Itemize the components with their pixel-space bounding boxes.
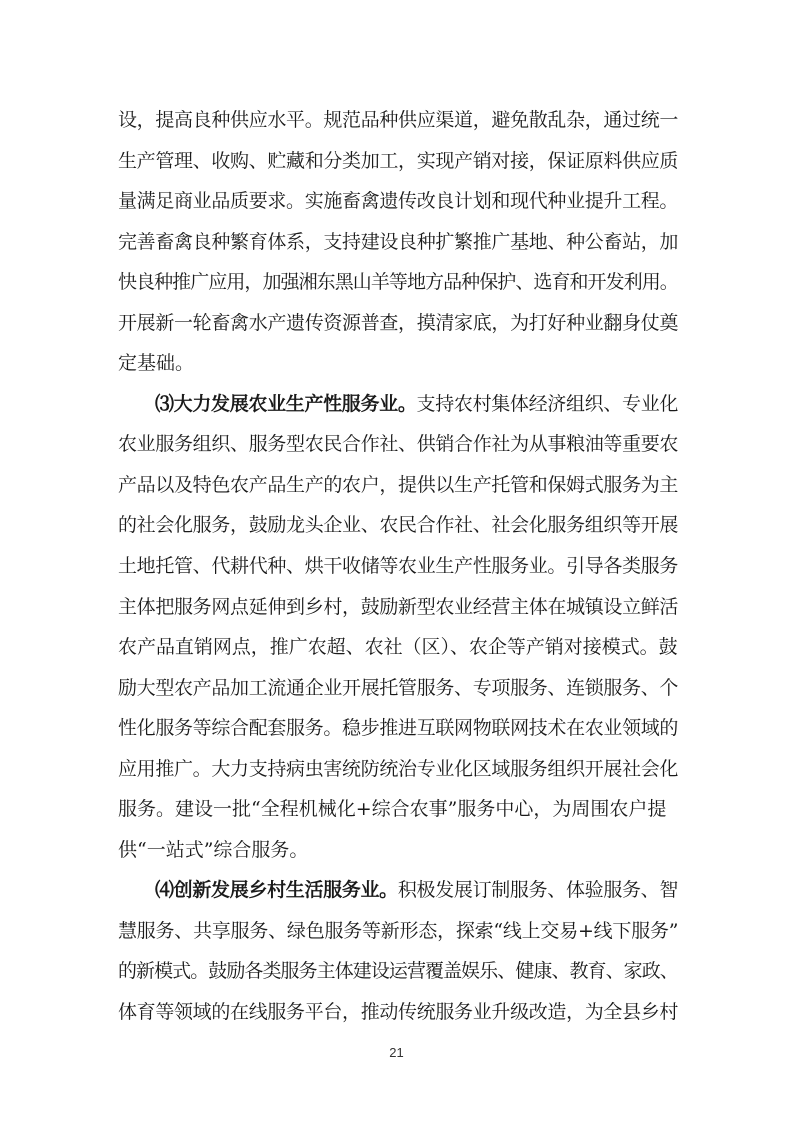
paragraph-line: 量满足商业品质要求。实施畜禽遗传改良计划和现代种业提升工程。: [118, 190, 679, 212]
paragraph-line: 完善畜禽良种繁育体系，支持建设良种扩繁推广基地、种公畜站，加: [118, 231, 679, 253]
section-3-first-line: [155, 392, 678, 416]
paragraph-line: 服务。建设一批“全程机械化+综合农事”服务中心，为周围农户提: [118, 798, 667, 820]
paragraph-line: 慧服务、共享服务、绿色服务等新形态，探索“线上交易+线下服务”: [118, 920, 679, 942]
paragraph-line: 定基础。: [118, 352, 195, 374]
paragraph-line: 农产品直销网点，推广农超、农社（区）、农企等产销对接模式。鼓: [118, 636, 678, 658]
paragraph-line: 产品以及特色农产品生产的农户，提供以生产托管和保姆式服务为主: [118, 474, 679, 496]
page-number: 21: [389, 1045, 404, 1060]
paragraph-line: 供“一站式”综合服务。: [118, 839, 309, 861]
paragraph-line: 开展新一轮畜禽水产遗传资源普查，摸清家底，为打好种业翻身仗奠: [118, 312, 679, 334]
paragraph-line: 应用推广。大力支持病虫害统防统治专业化区域服务组织开展社会化: [118, 758, 679, 780]
section-4-first-line-text: 积极发展订制服务、体验服务、智: [397, 879, 679, 901]
paragraph-line: 励大型农产品加工流通企业开展托管服务、专项服务、连锁服务、个: [118, 677, 679, 699]
paragraph-line: 设，提高良种供应水平。规范品种供应渠道，避免散乱杂，通过统一: [118, 109, 679, 131]
paragraph-line: 农业服务组织、服务型农民合作社、供销合作社为从事粮油等重要农: [118, 433, 679, 455]
paragraph-line: 性化服务等综合配套服务。稳步推进互联网物联网技术在农业领域的: [118, 717, 679, 739]
paragraph-line: 生产管理、收购、贮藏和分类加工，实现产销对接，保证原料供应质: [118, 150, 679, 172]
paragraph-line: 快良种推广应用，加强湘东黑山羊等地方品种保护、选育和开发利用。: [118, 271, 678, 293]
section-3-first-line-text: 支持农村集体经济组织、专业化: [416, 393, 679, 415]
section-4-heading: ⑷创新发展乡村生活服务业。: [155, 879, 398, 901]
section-3-heading: ⑶大力发展农业生产性服务业。: [155, 393, 417, 415]
section-4-first-line: [155, 878, 678, 902]
paragraph-line: 主体把服务网点延伸到乡村，鼓励新型农业经营主体在城镇设立鲜活: [118, 596, 679, 618]
paragraph-line: 土地托管、代耕代种、烘干收储等农业生产性服务业。引导各类服务: [118, 555, 679, 577]
paragraph-line: 的新模式。鼓励各类服务主体建设运营覆盖娱乐、健康、教育、家政、: [118, 960, 678, 982]
paragraph-line: 体育等领域的在线服务平台，推动传统服务业升级改造，为全县乡村: [118, 1001, 679, 1023]
paragraph-line: 的社会化服务，鼓励龙头企业、农民合作社、社会化服务组织等开展: [118, 514, 679, 536]
